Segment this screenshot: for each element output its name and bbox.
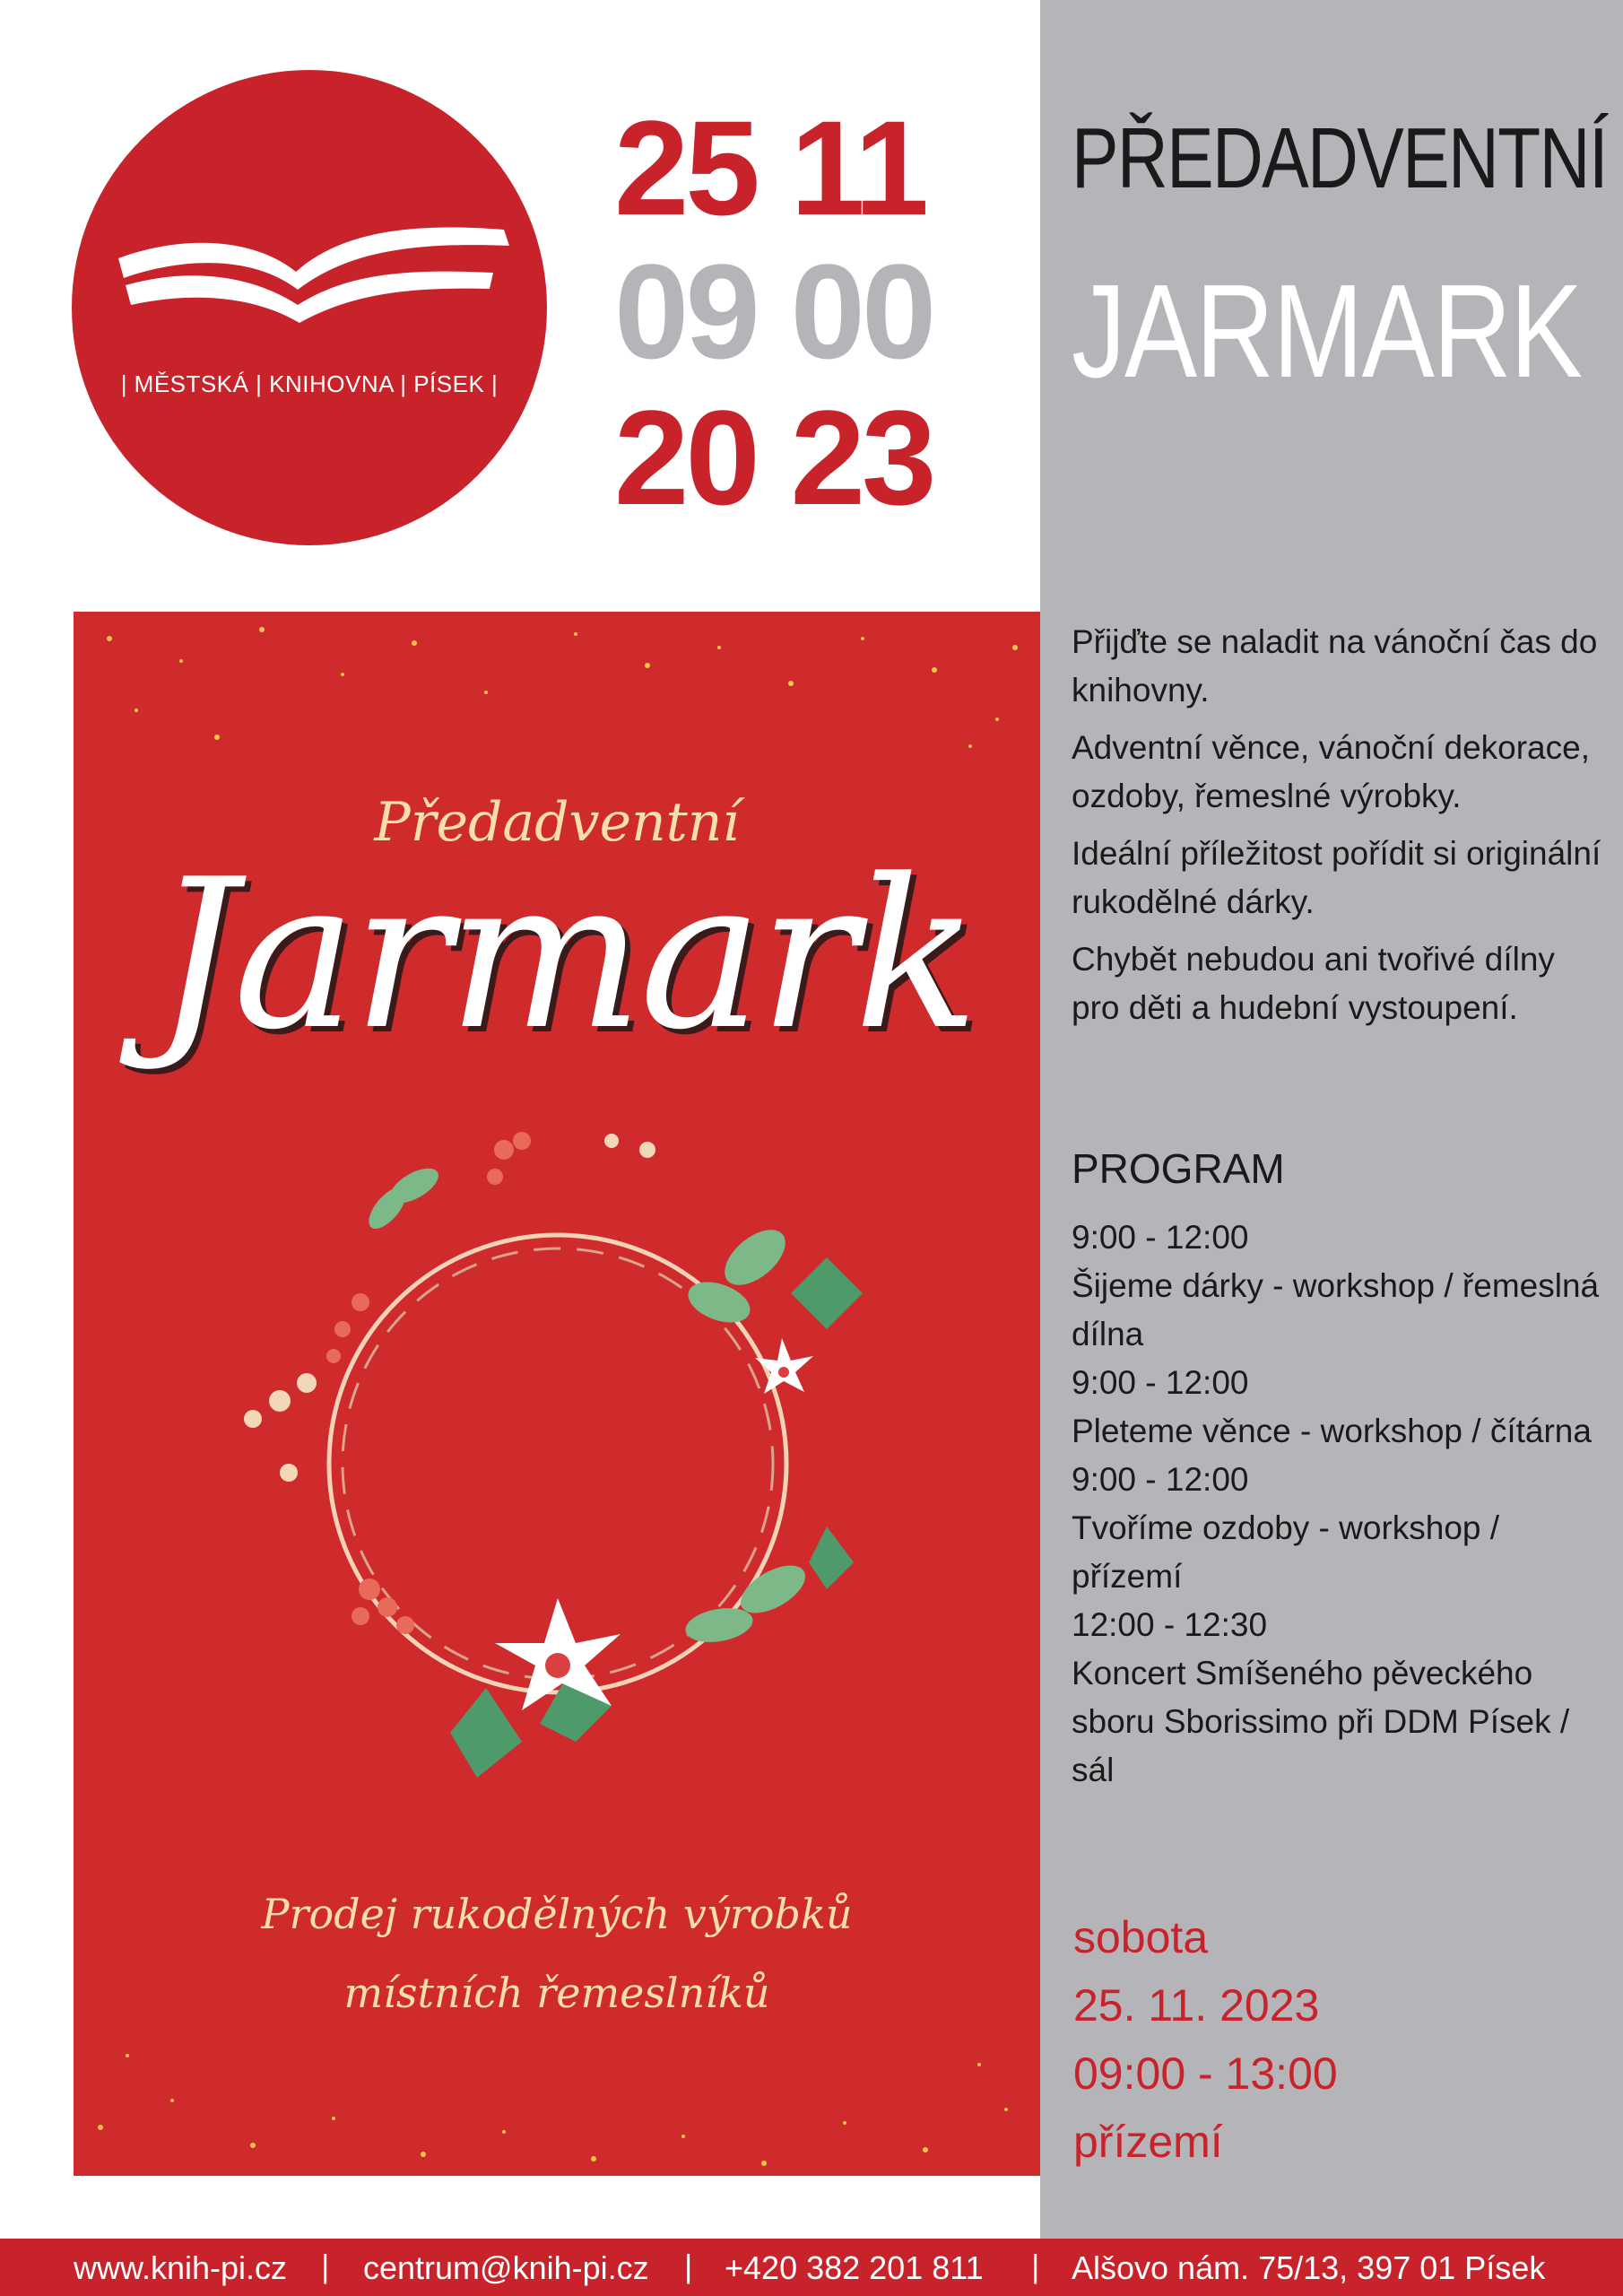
program-item-desc: Tvoříme ozdoby - workshop / přízemí: [1072, 1509, 1500, 1595]
footer-separator: |: [1031, 2248, 1040, 2284]
footer-phone: +420 382 201 811: [725, 2249, 984, 2286]
event-info: [1073, 1903, 1338, 2176]
program-item-desc: Pleteme věnce - workshop / čítárna: [1072, 1413, 1592, 1449]
title-line-2: JARMARK: [1072, 257, 1582, 405]
footer-bar: [0, 2239, 1623, 2296]
poster-title: Jarmark: [154, 836, 976, 1075]
program-item-time: 9:00 - 12:00: [1072, 1461, 1249, 1498]
poster-footer-line-2: místních řemeslníků: [343, 1969, 770, 2017]
open-book-icon: [72, 70, 547, 545]
poster-subtitle: Předadventní: [374, 791, 740, 854]
footer-email-link[interactable]: centrum@knih-pi.cz: [363, 2249, 649, 2286]
footer-separator: |: [321, 2248, 330, 2284]
program-item-time: 9:00 - 12:00: [1072, 1219, 1249, 1256]
title-line-1: PŘEDADVENTNÍ: [1072, 110, 1608, 206]
intro-paragraph-1: Přijďte se naladit na vánoční čas do knihovny.: [1072, 623, 1598, 709]
program-heading: PROGRAM: [1072, 1145, 1285, 1192]
event-place: přízemí: [1073, 2117, 1223, 2167]
date-year: 20 23: [614, 382, 933, 533]
program-item-desc: Koncert Smíšeného pěveckého sboru Sborissimo při DDM Písek / sál: [1072, 1655, 1570, 1788]
intro-text: [1072, 618, 1610, 1032]
date-time: 09 00: [614, 236, 933, 387]
intro-paragraph-2: Adventní věnce, vánoční dekorace, ozdoby, řemeslné výrobky.: [1072, 729, 1590, 814]
program-item-time: 9:00 - 12:00: [1072, 1364, 1249, 1401]
intro-paragraph-3: Ideální příležitost pořídit si originální rukodělné dárky.: [1072, 835, 1601, 920]
program-item-time: 12:00 - 12:30: [1072, 1606, 1268, 1643]
event-time: 09:00 - 13:00: [1073, 2048, 1338, 2099]
footer-website-link[interactable]: www.knih-pi.cz: [74, 2249, 288, 2286]
date-day-month: 25 11: [614, 92, 926, 243]
intro-paragraph-4: Chybět nebudou ani tvořivé dílny pro děti a hudební vystoupení.: [1072, 941, 1555, 1026]
poster-footer-line-1: Prodej rukodělných výrobků: [261, 1890, 853, 1938]
library-logo: [72, 70, 547, 545]
program-item-desc: Šijeme dárky - workshop / řemeslná dílna: [1072, 1267, 1600, 1352]
logo-text: | MĚSTSKÁ | KNIHOVNA | PÍSEK |: [120, 370, 499, 397]
poster-image: [74, 612, 1040, 2176]
event-day: sobota: [1073, 1912, 1209, 1962]
footer-address: Alšovo nám. 75/13, 397 01 Písek: [1072, 2249, 1546, 2286]
event-date: 25. 11. 2023: [1073, 1980, 1320, 2031]
footer-separator: |: [684, 2248, 693, 2284]
wreath-illustration: [244, 1132, 863, 1778]
program-list: [1072, 1213, 1610, 1795]
